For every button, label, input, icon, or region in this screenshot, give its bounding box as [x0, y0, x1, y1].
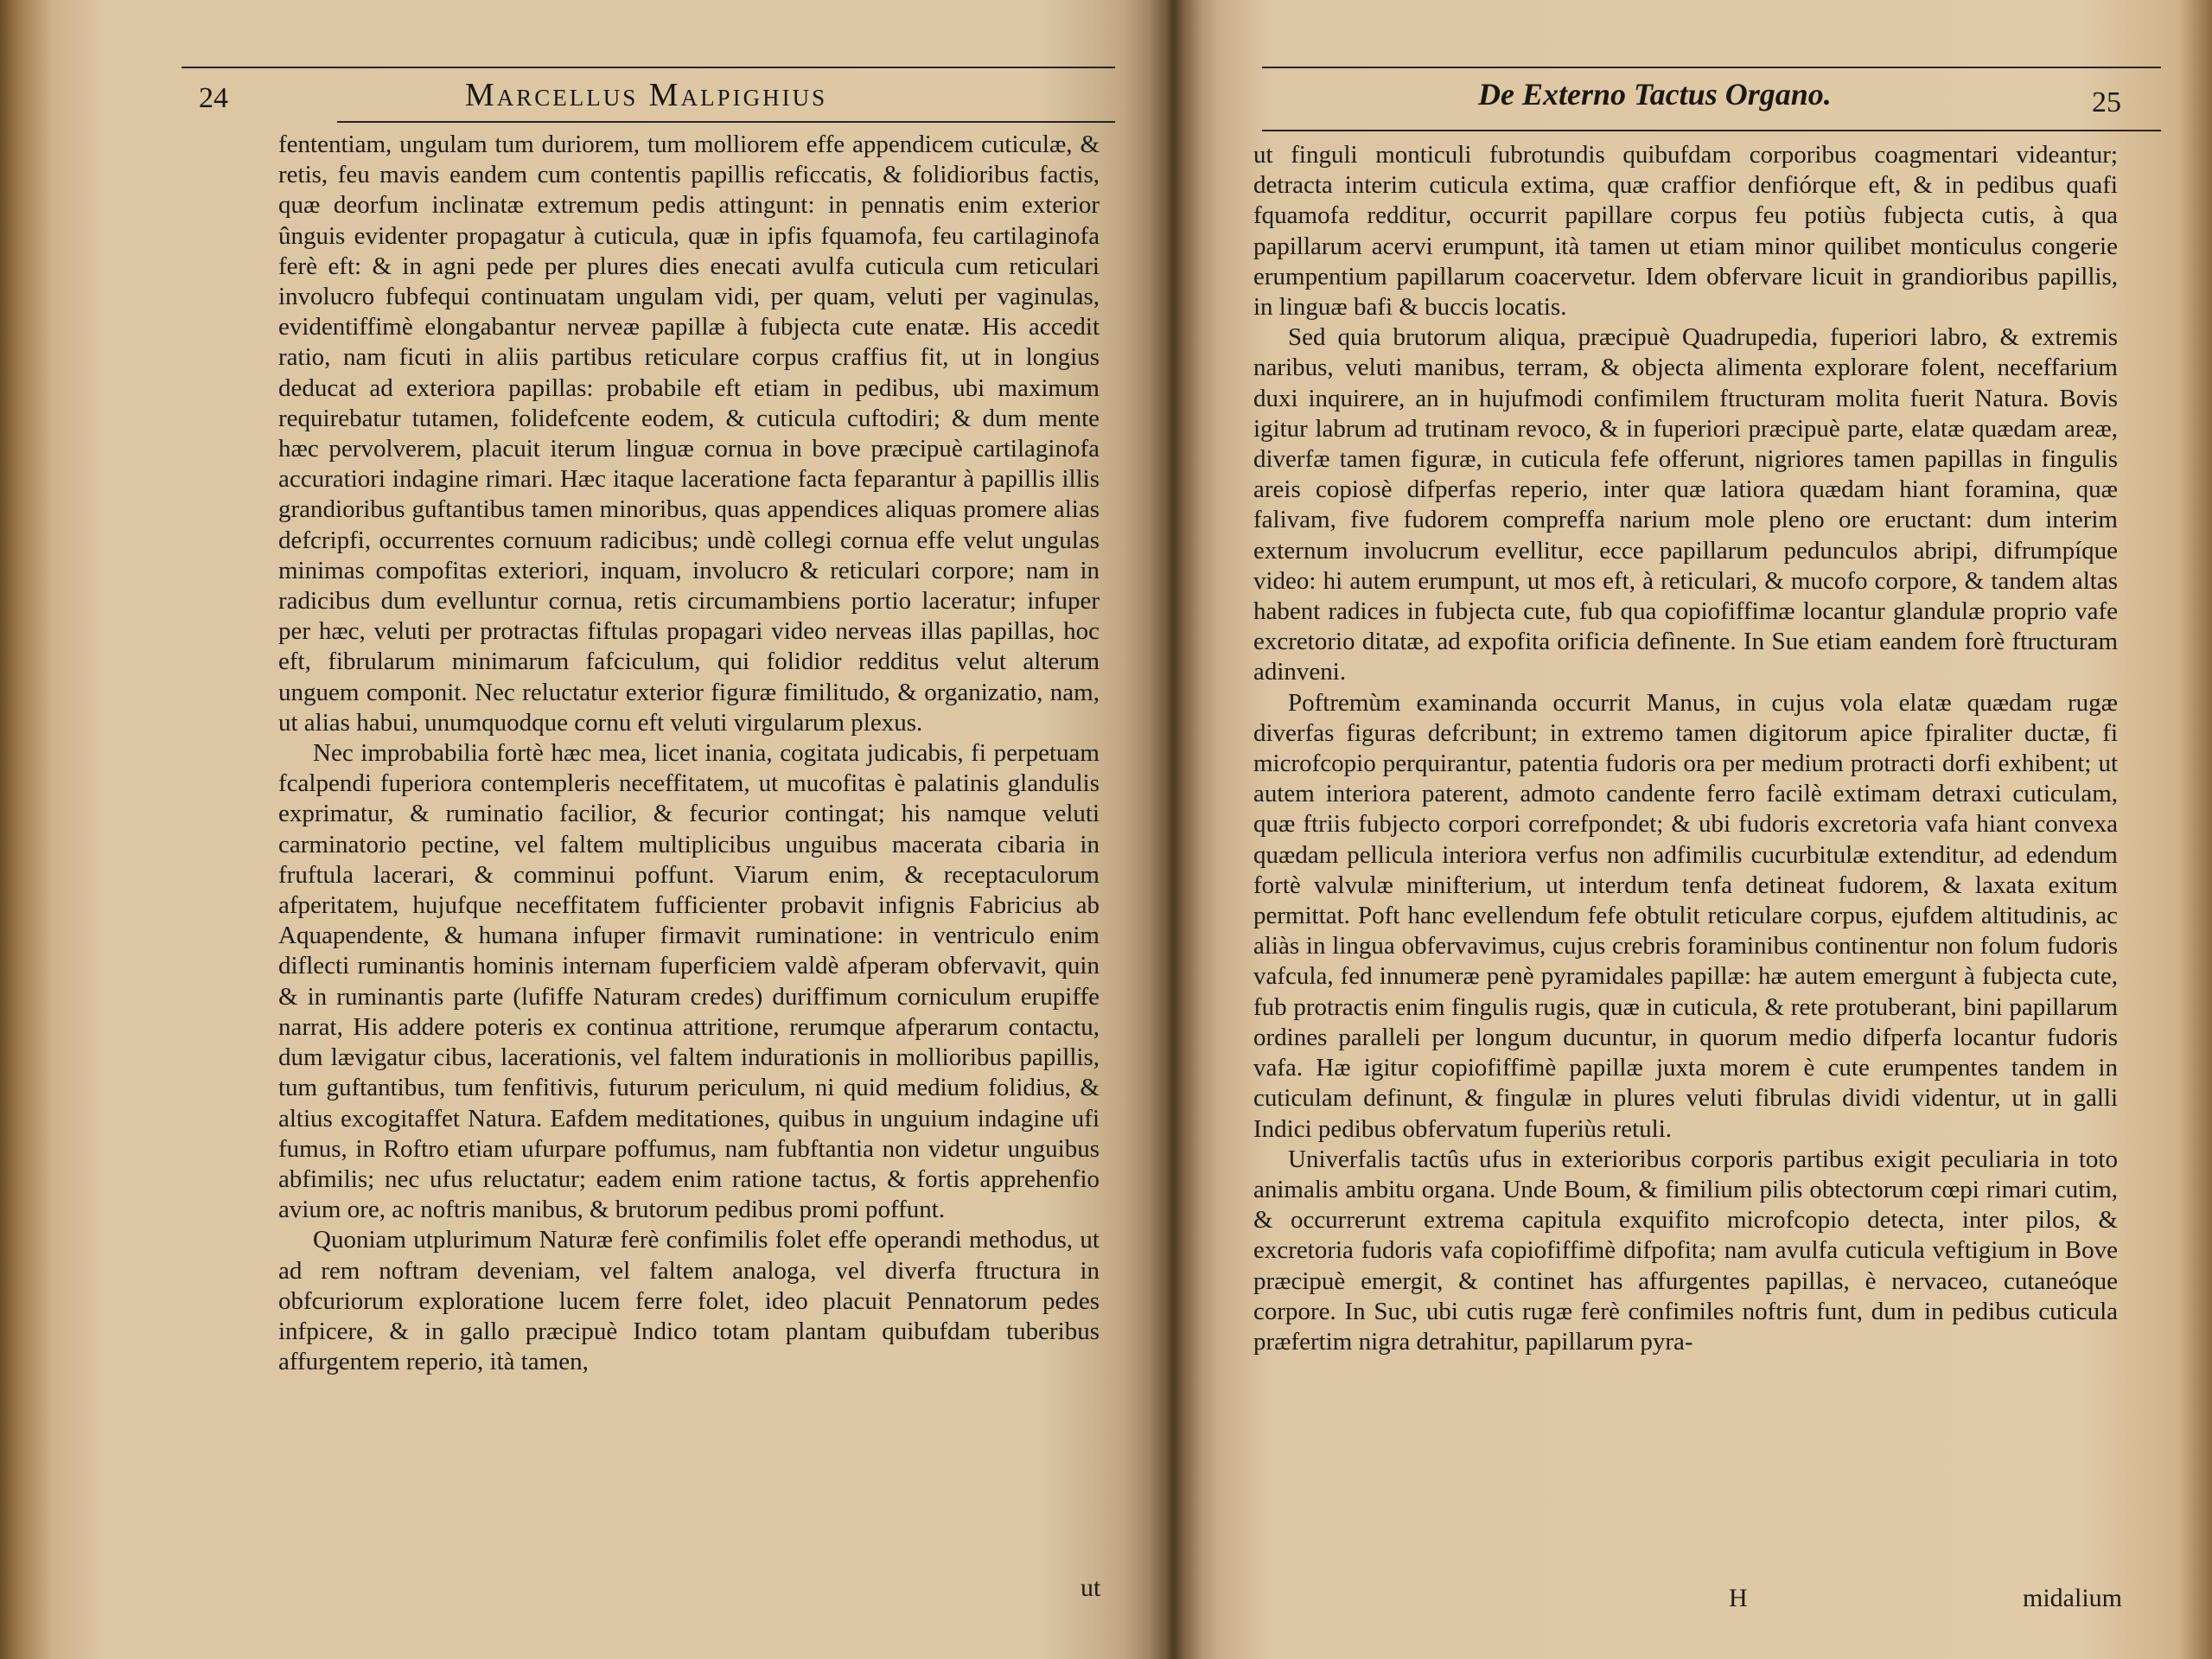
left-running-head-text: Marcellus Malpighius	[465, 77, 828, 113]
left-folio: 24	[199, 82, 228, 114]
left-catchword: ut	[1081, 1573, 1101, 1602]
left-head-rule	[337, 121, 1115, 123]
right-head-rule	[1262, 130, 2161, 131]
right-page	[1184, 0, 2187, 1659]
left-paragraph-3: Quoniam utplurimum Naturæ ferè confimilis folet effe operandi methodus, ut ad rem noftram deveniam, vel faltem analoga, vel diverfa ftructura in obfcuriorum exploratione lucem ferre folet, ideo placuit Pennatorum pedes infpicere, & in gallo præcipuè Indico totam plantam quibufdam tuberibus affurgentem reperio, ità tamen,	[278, 1226, 1100, 1376]
left-running-head	[465, 76, 827, 114]
right-paragraph-4: Univerfalis tactûs ufus in exterioribus corporis partibus exigit peculiaria in toto animalis ambitu organa. Unde Boum, & fimilium pilis obtectorum cœpi rimari cutim, & occurrerunt extrema capitula exquifito microfcopio detecta, inter pilos, & excretoria fudoris vafa copiofiffimè difpofita; nam avulfa cuticula veftigium in Bove præcipuè emergit, & continet has affurgentes papillas, è nervaceo, cutaneóque corpore. In Suc, ubi cutis rugæ ferè confimiles noftris funt, dum in pedibus cuticula præfertim nigra detrahitur, papillarum pyra-	[1253, 1145, 2118, 1356]
right-signature-mark: H	[1729, 1584, 1748, 1612]
left-top-rule	[182, 67, 1115, 68]
right-paragraph-2: Sed quia brutorum aliqua, præcipuè Quadrupedia, fuperiori labro, & extremis naribus, veluti manibus, terram, & objecta alimenta explorare folent, neceffarium duxi inquirere, an in hujufmodi confimilem ftructuram molita fuerit Natura. Bovis igitur labrum ad trutinam revoco, & in fuperiori præcipuè parte, elatæ quædam areæ, diverfæ tamen figuræ, in cuticula fefe offerunt, nigriores tamen papillas in fingulis areis copiosè difperfas reperio, inter quæ latiora quædam hiant foramina, quæ falivam, five fudorem compreffa narium mole pleno ore eructant: dum interim externum involucrum evellitur, ecce papillarum pedunculos abripi, difrumpíque video: hi autem erumpunt, ut mos eft, à reticulari, & mucofo corpore, & tandem altas habent radices in fubjecta cute, fub qua copiofiffimæ locantur glandulæ proprio vafe excretorio ditatæ, ad expofita orificia defìnente. In Sue etiam eandem forè ftructuram adinveni.	[1253, 323, 2118, 686]
left-text-block	[278, 130, 1100, 1377]
right-paragraph-1: ut finguli monticuli fubrotundis quibufdam corporibus coagmentari videantur; detracta interim cuticula extima, quæ craffior denfiórque eft, & in pedibus quafi fquamofa redditur, occurrit papillare corpus feu potiùs fubjecta cutis, à qua papillarum acervi erumpunt, ità tamen ut etiam minor quilibet monticulus congerie erumpentium papillarum coacervetur. Idem obfervare licuit in grandioribus papillis, in linguæ bafi & buccis locatis.	[1253, 141, 2118, 322]
right-top-rule	[1262, 67, 2161, 68]
right-catchword: midalium	[2023, 1584, 2122, 1612]
left-paragraph-1: fententiam, ungulam tum duriorem, tum molliorem effe appendicem cuticulæ, & retis, feu mavis eandem cum contentis papillis reficcatis, & folidioribus factis, quæ deorfum inclinatæ extremum pedis attingunt: in pennatis enim exterior ûnguis evidenter propagatur à cuticula, quæ in ipfis fquamofa, feu cartilaginofa ferè eft: & in agni pede per plures dies enecati avulfa cuticula cum reticulari involucro fubfequi continuatam ungulam vidi, per quam, veluti per vaginulas, evidentiffimè elongabantur nerveæ papillæ à fubjecta cute enatæ. His accedit ratio, nam ficuti in aliis partibus reticulare corpus craffius fit, ut in longius deducat ad exteriora papillas: probabile eft etiam in pedibus, ubi maximum requirebatur tutamen, folidefcente eodem, & cuticula cuftodiri; & dum mente hæc pervolverem, placuit iterum linguæ cornua in bove præcipuè cartilaginofa accuratiori indagine rimari. Hæc itaque laceratione facta feparantur à papillis illis grandioribus guftantibus tamen minoribus, quas appendices aliquas promere alias defcripfi, occurrentes cornuum radicibus; undè collegi cornua effe velut ungulas minimas compofitas exteriori, inquam, involucro & reticulari corpore; nam in radicibus dum evelluntur cornua, retis circumambiens portio laceratur; infuper per hæc, veluti per protractas fiftulas propagari video nerveas illas papillas, hoc eft, fibrularum minimarum fafciculum, qui folidior redditus velut alterum unguem componit. Nec reluctatur exterior figuræ fimilitudo, & organizatio, nam, ut alias habui, unumquodque cornu eft veluti virgularum plexus.	[278, 131, 1100, 737]
right-text-block	[1253, 140, 2118, 1357]
right-folio: 25	[2092, 86, 2121, 118]
left-paragraph-2: Nec improbabilia fortè hæc mea, licet inania, cogitata judicabis, fi perpetuam fcalpendi fuperiora contempleris neceffitatem, ut mucofitas è palatinis glandulis exprimatur, & ruminatio facilior, & fecurior contingat; his namque veluti carminatorio pectine, vel faltem multiplicibus unguibus macerata cibaria in fruftula lacerari, & comminui poffunt. Viarum enim, & receptaculorum afperitatem, hujufque neceffitatem fufficienter probavit infignis Fabricius ab Aquapendente, & humana infuper firmavit ruminatione: in ventriculo enim diflecti ruminantis hominis internam fuperficiem valdè afperam obfervavit, quin & in ruminantis parte (lufiffe Naturam credes) duriffimum corniculum erupiffe narrat, His addere poteris ex continua attritione, rerumque afperarum contactu, dum lævigatur cibus, lacerationis, vel faltem indurationis in mollioribus papillis, tum guftantibus, tum fenfitivis, futurum periculum, ni quid medium folidius, & altius excogitaffet Natura. Eafdem meditationes, quibus in unguium indagine ufi fumus, in Roftro etiam ufurpare poffumus, nam fubftantia non videtur unguibus abfimilis; nec ufus reluctatur; eadem enim ratione tactus, & fortis apprehenfio avium ore, ac noftris manibus, & brutorum pedibus promi poffunt.	[278, 739, 1100, 1224]
right-running-head: De Externo Tactus Organo.	[1478, 77, 1832, 112]
right-paragraph-3: Poftremùm examinanda occurrit Manus, in cujus vola elatæ quædam rugæ diverfas figuras defcribunt; in extremo tamen digitorum apice fpiraliter ductæ, fi microfcopio perquirantur, patentia fudoris ora per medium protracti dorfi exhibent; ut autem interiora paterent, admoto candente ferro facilè extimam detraxi cuticulam, quæ ftriis fubjecto corpori correfpondet; & ubi fudoris excretoria vafa hiant convexa quædam pellicula interiora verfus non adfimilis cucurbitulæ extenditur, ad edendum fortè valvulæ minifterium, ut interdum tenfa detineat fudorem, & laxata exitum permittat. Poft hanc evellendum fefe obtulit reticulare corpus, ejufdem altitudinis, ac aliàs in lingua obfervavimus, cujus crebris foraminibus continentur non folum fudoris vafcula, fed innumeræ penè pyramidales papillæ: hæ autem emergunt à fubjecta cute, fub protractis enim fingulis rugis, quæ in cuticula, & rete protuberant, bini papillarum ordines paralleli per longum ducuntur, in quorum medio difperfa locantur fudoris vafa. Hæ igitur copiofiffimè papillæ juxta morem è cute erumpentes tandem in cuticulam definunt, & fingulæ in plures veluti fibrulas dividi videntur, ut in galli Indici pedibus obfervatum fuperiùs retuli.	[1253, 688, 2118, 1143]
left-page	[35, 0, 1158, 1659]
